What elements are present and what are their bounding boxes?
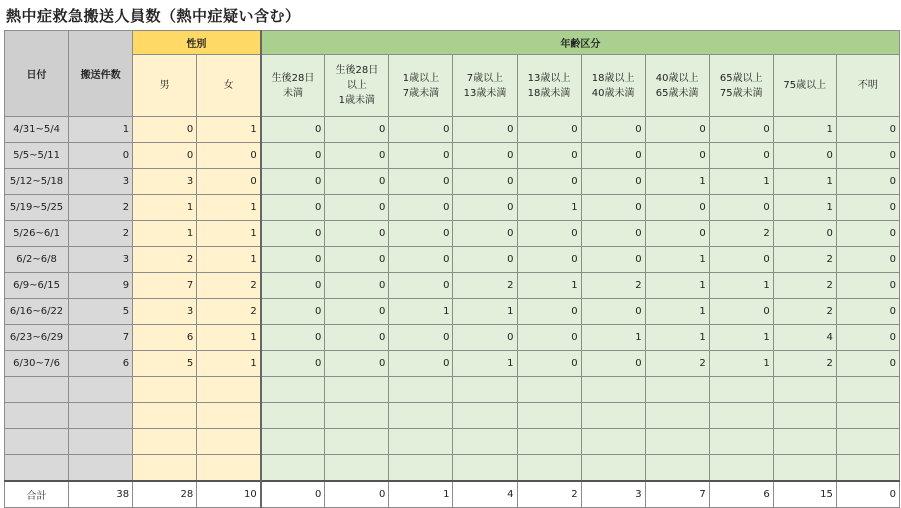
table-cell: 0 [709,299,773,325]
header-age-7: 65歳以上 75歳未満 [709,55,773,117]
table-cell: 1 [133,195,197,221]
table-cell: 0 [261,325,325,351]
table-cell: 0 [581,169,645,195]
table-cell: 0 [261,247,325,273]
total-cell: 7 [645,481,709,508]
table-cell: 0 [836,247,899,273]
table-cell: 2 [581,273,645,299]
table-cell: 0 [325,169,389,195]
table-cell [453,455,517,482]
table-row [5,143,900,169]
table-cell: 0 [389,143,453,169]
table-cell: 0 [517,299,581,325]
table-cell: 0 [389,351,453,377]
table-cell: 0 [581,195,645,221]
table-cell: 5 [69,299,133,325]
table-cell [197,455,261,482]
total-cell: 4 [453,481,517,508]
table-cell: 1 [197,325,261,351]
table-cell: 1 [197,221,261,247]
table-cell: 0 [581,299,645,325]
header-age-8: 75歳以上 [773,55,836,117]
table-cell: 3 [69,247,133,273]
table-cell: 0 [389,195,453,221]
total-cell: 0 [325,481,389,508]
table-cell: 2 [773,299,836,325]
table-cell: 0 [581,143,645,169]
table-cell: 0 [517,143,581,169]
row-date: 4/31~5/4 [5,117,69,143]
total-cell: 6 [709,481,773,508]
table-cell: 0 [325,247,389,273]
table-cell: 0 [581,221,645,247]
header-age-9: 不明 [836,55,899,117]
table-cell: 2 [69,221,133,247]
table-cell: 0 [389,117,453,143]
table-cell: 6 [69,351,133,377]
table-row [5,273,900,299]
table-cell: 0 [389,325,453,351]
table-cell: 1 [773,195,836,221]
table-cell: 3 [133,299,197,325]
total-cell: 0 [836,481,899,508]
table-row [5,247,900,273]
table-cell: 0 [389,221,453,247]
header-age-3: 7歳以上 13歳未満 [453,55,517,117]
table-cell: 1 [517,273,581,299]
table-cell: 0 [645,195,709,221]
page-title: 熱中症救急搬送人員数（熱中症疑い含む） [6,7,301,25]
table-cell: 1 [709,169,773,195]
table-cell: 0 [836,273,899,299]
table-cell [389,429,453,455]
table-cell: 0 [453,325,517,351]
table-cell: 3 [133,169,197,195]
total-cell: 38 [69,481,133,508]
table-cell: 1 [709,273,773,299]
table-cell [389,455,453,482]
table-row [5,351,900,377]
table-cell: 0 [836,299,899,325]
header-age-4: 13歳以上 18歳未満 [517,55,581,117]
table-cell: 1 [773,117,836,143]
table-cell [709,403,773,429]
table-cell: 0 [325,325,389,351]
table-cell [581,377,645,403]
table-cell: 1 [453,299,517,325]
table-cell: 1 [197,247,261,273]
table-cell: 1 [197,117,261,143]
table-row [5,117,900,143]
header-age-5: 18歳以上 40歳未満 [581,55,645,117]
total-cell: 28 [133,481,197,508]
total-cell: 2 [517,481,581,508]
table-row [5,221,900,247]
empty-row [5,377,900,403]
table-cell: 1 [197,195,261,221]
table-cell: 0 [836,169,899,195]
table-cell: 1 [773,169,836,195]
table-cell [261,377,325,403]
table-cell: 3 [69,169,133,195]
table-cell [709,377,773,403]
table-cell: 1 [645,273,709,299]
table-cell [133,455,197,482]
table-cell [517,377,581,403]
row-date: 6/9~6/15 [5,273,69,299]
table-cell: 0 [453,195,517,221]
table-cell: 0 [836,221,899,247]
table-cell [197,403,261,429]
row-date [5,429,69,455]
table-cell [773,403,836,429]
table-cell [69,455,133,482]
table-cell [645,377,709,403]
row-date [5,455,69,482]
table-cell: 0 [261,143,325,169]
header-date: 日付 [5,31,69,117]
row-date [5,403,69,429]
data-table [4,30,900,508]
table-cell: 0 [261,299,325,325]
table-cell: 1 [709,325,773,351]
table-cell: 2 [133,247,197,273]
row-date: 6/2~6/8 [5,247,69,273]
table-cell: 0 [453,117,517,143]
table-cell: 0 [453,221,517,247]
header-gender-female: 女 [197,55,261,117]
table-cell: 2 [709,221,773,247]
table-cell [645,429,709,455]
header-gender-group: 性別 [133,31,261,55]
table-cell: 0 [836,351,899,377]
table-cell: 0 [517,325,581,351]
table-cell: 1 [645,169,709,195]
table-cell: 1 [581,325,645,351]
table-cell: 0 [453,247,517,273]
table-cell [773,455,836,482]
table-cell: 6 [133,325,197,351]
table-cell [773,429,836,455]
table-cell [709,429,773,455]
row-date: 6/16~6/22 [5,299,69,325]
table-cell: 0 [453,143,517,169]
header-gender-male: 男 [133,55,197,117]
table-cell: 0 [261,221,325,247]
table-cell: 0 [197,169,261,195]
table-cell [453,429,517,455]
header-age-1: 生後28日 以上 1歳未満 [325,55,389,117]
table-cell: 2 [197,299,261,325]
table-cell: 0 [581,247,645,273]
row-date: 6/30~7/6 [5,351,69,377]
table-cell [517,403,581,429]
table-row [5,195,900,221]
row-date [5,377,69,403]
table-cell [836,377,899,403]
table-cell: 0 [133,143,197,169]
table-cell [325,429,389,455]
table-cell: 0 [836,117,899,143]
header-age-6: 40歳以上 65歳未満 [645,55,709,117]
table-cell: 0 [517,117,581,143]
table-cell: 0 [389,273,453,299]
table-cell: 1 [133,221,197,247]
total-cell: 1 [389,481,453,508]
table-cell: 0 [581,117,645,143]
table-cell: 2 [773,247,836,273]
header-age-0: 生後28日 未満 [261,55,325,117]
table-cell [773,377,836,403]
table-cell [69,429,133,455]
table-cell: 0 [645,221,709,247]
table-cell: 2 [773,273,836,299]
table-cell: 2 [197,273,261,299]
table-cell: 0 [325,143,389,169]
table-cell [69,377,133,403]
table-cell [389,403,453,429]
table-cell [133,429,197,455]
table-cell [325,455,389,482]
table-cell [325,403,389,429]
table-cell [581,403,645,429]
row-date: 5/12~5/18 [5,169,69,195]
table-cell [325,377,389,403]
table-cell [581,455,645,482]
table-cell: 1 [517,195,581,221]
table-cell [836,403,899,429]
table-cell: 0 [453,169,517,195]
table-cell [645,403,709,429]
table-cell [389,377,453,403]
total-label: 合計 [5,481,69,508]
table-cell: 0 [517,247,581,273]
table-cell: 1 [645,325,709,351]
empty-row [5,429,900,455]
table-cell: 0 [261,195,325,221]
table-cell [197,377,261,403]
table-cell [836,455,899,482]
table-cell [133,403,197,429]
table-cell: 0 [325,351,389,377]
table-cell [581,429,645,455]
table-row [5,299,900,325]
table-cell [517,455,581,482]
table-cell: 0 [261,117,325,143]
table-cell: 0 [581,351,645,377]
total-cell: 0 [261,481,325,508]
table-cell: 0 [133,117,197,143]
row-date: 6/23~6/29 [5,325,69,351]
table-cell [261,429,325,455]
table-cell [197,429,261,455]
table-cell: 0 [197,143,261,169]
table-cell: 2 [645,351,709,377]
table-cell: 0 [645,143,709,169]
table-cell: 0 [389,247,453,273]
table-cell: 0 [261,273,325,299]
total-cell: 3 [581,481,645,508]
table-cell: 0 [389,169,453,195]
row-date: 5/26~6/1 [5,221,69,247]
table-cell [69,403,133,429]
table-row [5,169,900,195]
table-cell: 0 [325,195,389,221]
table-cell: 0 [517,169,581,195]
table-cell: 0 [325,117,389,143]
table-cell: 0 [261,169,325,195]
empty-row [5,455,900,482]
table-row [5,325,900,351]
table-cell [645,455,709,482]
table-cell: 0 [325,221,389,247]
table-cell: 0 [325,273,389,299]
total-row [5,481,900,508]
table-cell: 5 [133,351,197,377]
table-cell: 1 [645,247,709,273]
total-cell: 15 [773,481,836,508]
table-cell [517,429,581,455]
table-cell: 2 [69,195,133,221]
table-cell: 1 [709,351,773,377]
empty-row [5,403,900,429]
table-cell: 4 [773,325,836,351]
table-cell: 2 [773,351,836,377]
table-cell [453,403,517,429]
table-cell: 7 [69,325,133,351]
table-cell: 0 [325,299,389,325]
table-cell [836,429,899,455]
header-count: 搬送件数 [69,31,133,117]
header-age-2: 1歳以上 7歳未満 [389,55,453,117]
table-cell: 9 [69,273,133,299]
table-cell: 0 [709,117,773,143]
table-cell: 0 [69,143,133,169]
table-cell: 1 [197,351,261,377]
table-cell: 0 [517,221,581,247]
total-cell: 10 [197,481,261,508]
table-cell [261,403,325,429]
table-cell: 0 [836,325,899,351]
table-cell: 0 [773,143,836,169]
table-cell: 0 [836,195,899,221]
table-cell: 1 [453,351,517,377]
table-cell: 0 [709,143,773,169]
table-cell: 0 [773,221,836,247]
table-cell [709,455,773,482]
table-cell [133,377,197,403]
row-date: 5/5~5/11 [5,143,69,169]
table-cell [453,377,517,403]
header-age-group: 年齢区分 [261,31,900,55]
table-cell: 0 [645,117,709,143]
table-cell: 0 [709,247,773,273]
table-cell: 2 [453,273,517,299]
table-cell: 1 [645,299,709,325]
table-cell: 7 [133,273,197,299]
table-cell: 0 [261,351,325,377]
table-cell: 1 [69,117,133,143]
table-cell: 0 [709,195,773,221]
row-date: 5/19~5/25 [5,195,69,221]
table-cell: 0 [836,143,899,169]
table-cell: 0 [517,351,581,377]
table-cell [261,455,325,482]
table-cell: 1 [389,299,453,325]
